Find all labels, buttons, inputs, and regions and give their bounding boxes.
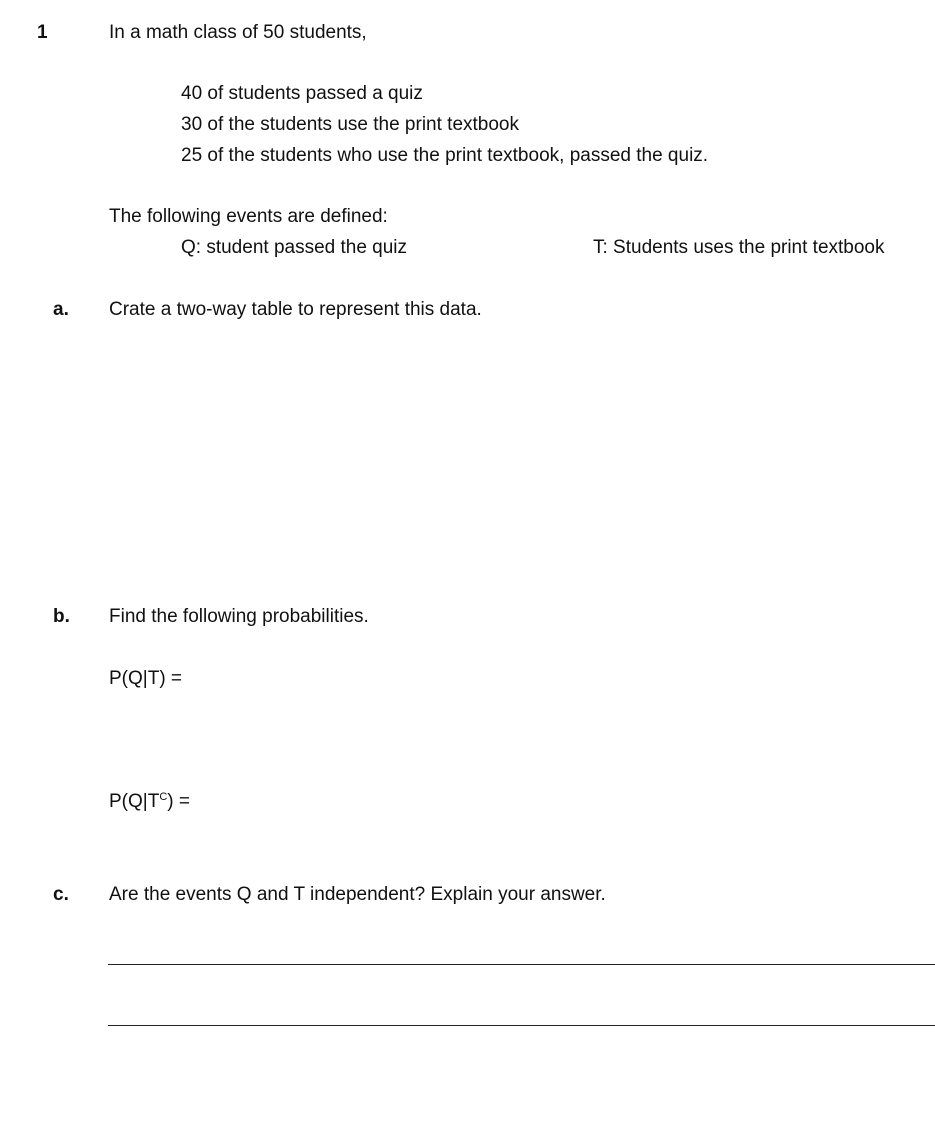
fact-1: 40 of students passed a quiz xyxy=(181,83,423,104)
part-a-label: a. xyxy=(53,299,69,320)
question-number: 1 xyxy=(37,22,48,43)
probability-q-given-t: P(Q|T) = xyxy=(109,668,183,689)
prob2-prefix: P(Q|T xyxy=(109,791,160,812)
part-c-label: c. xyxy=(53,884,69,905)
prob2-suffix: ) = xyxy=(167,791,190,812)
event-t-definition: T: Students uses the print textbook xyxy=(593,237,885,258)
answer-line-1[interactable] xyxy=(108,964,935,965)
events-heading: The following events are defined: xyxy=(109,206,388,227)
event-q-definition: Q: student passed the quiz xyxy=(181,237,408,258)
part-a-text: Crate a two-way table to represent this data. xyxy=(109,299,482,320)
probability-q-given-t-complement xyxy=(109,791,190,813)
complement-superscript: C xyxy=(159,791,168,803)
part-b-label: b. xyxy=(53,606,70,627)
fact-3: 25 of the students who use the print textbook, passed the quiz. xyxy=(181,145,709,166)
question-intro: In a math class of 50 students, xyxy=(109,22,367,43)
part-c-text: Are the events Q and T independent? Explain your answer. xyxy=(109,884,606,905)
fact-2: 30 of the students use the print textbook xyxy=(181,114,520,135)
answer-line-2[interactable] xyxy=(108,1025,935,1026)
part-b-text: Find the following probabilities. xyxy=(109,606,369,627)
